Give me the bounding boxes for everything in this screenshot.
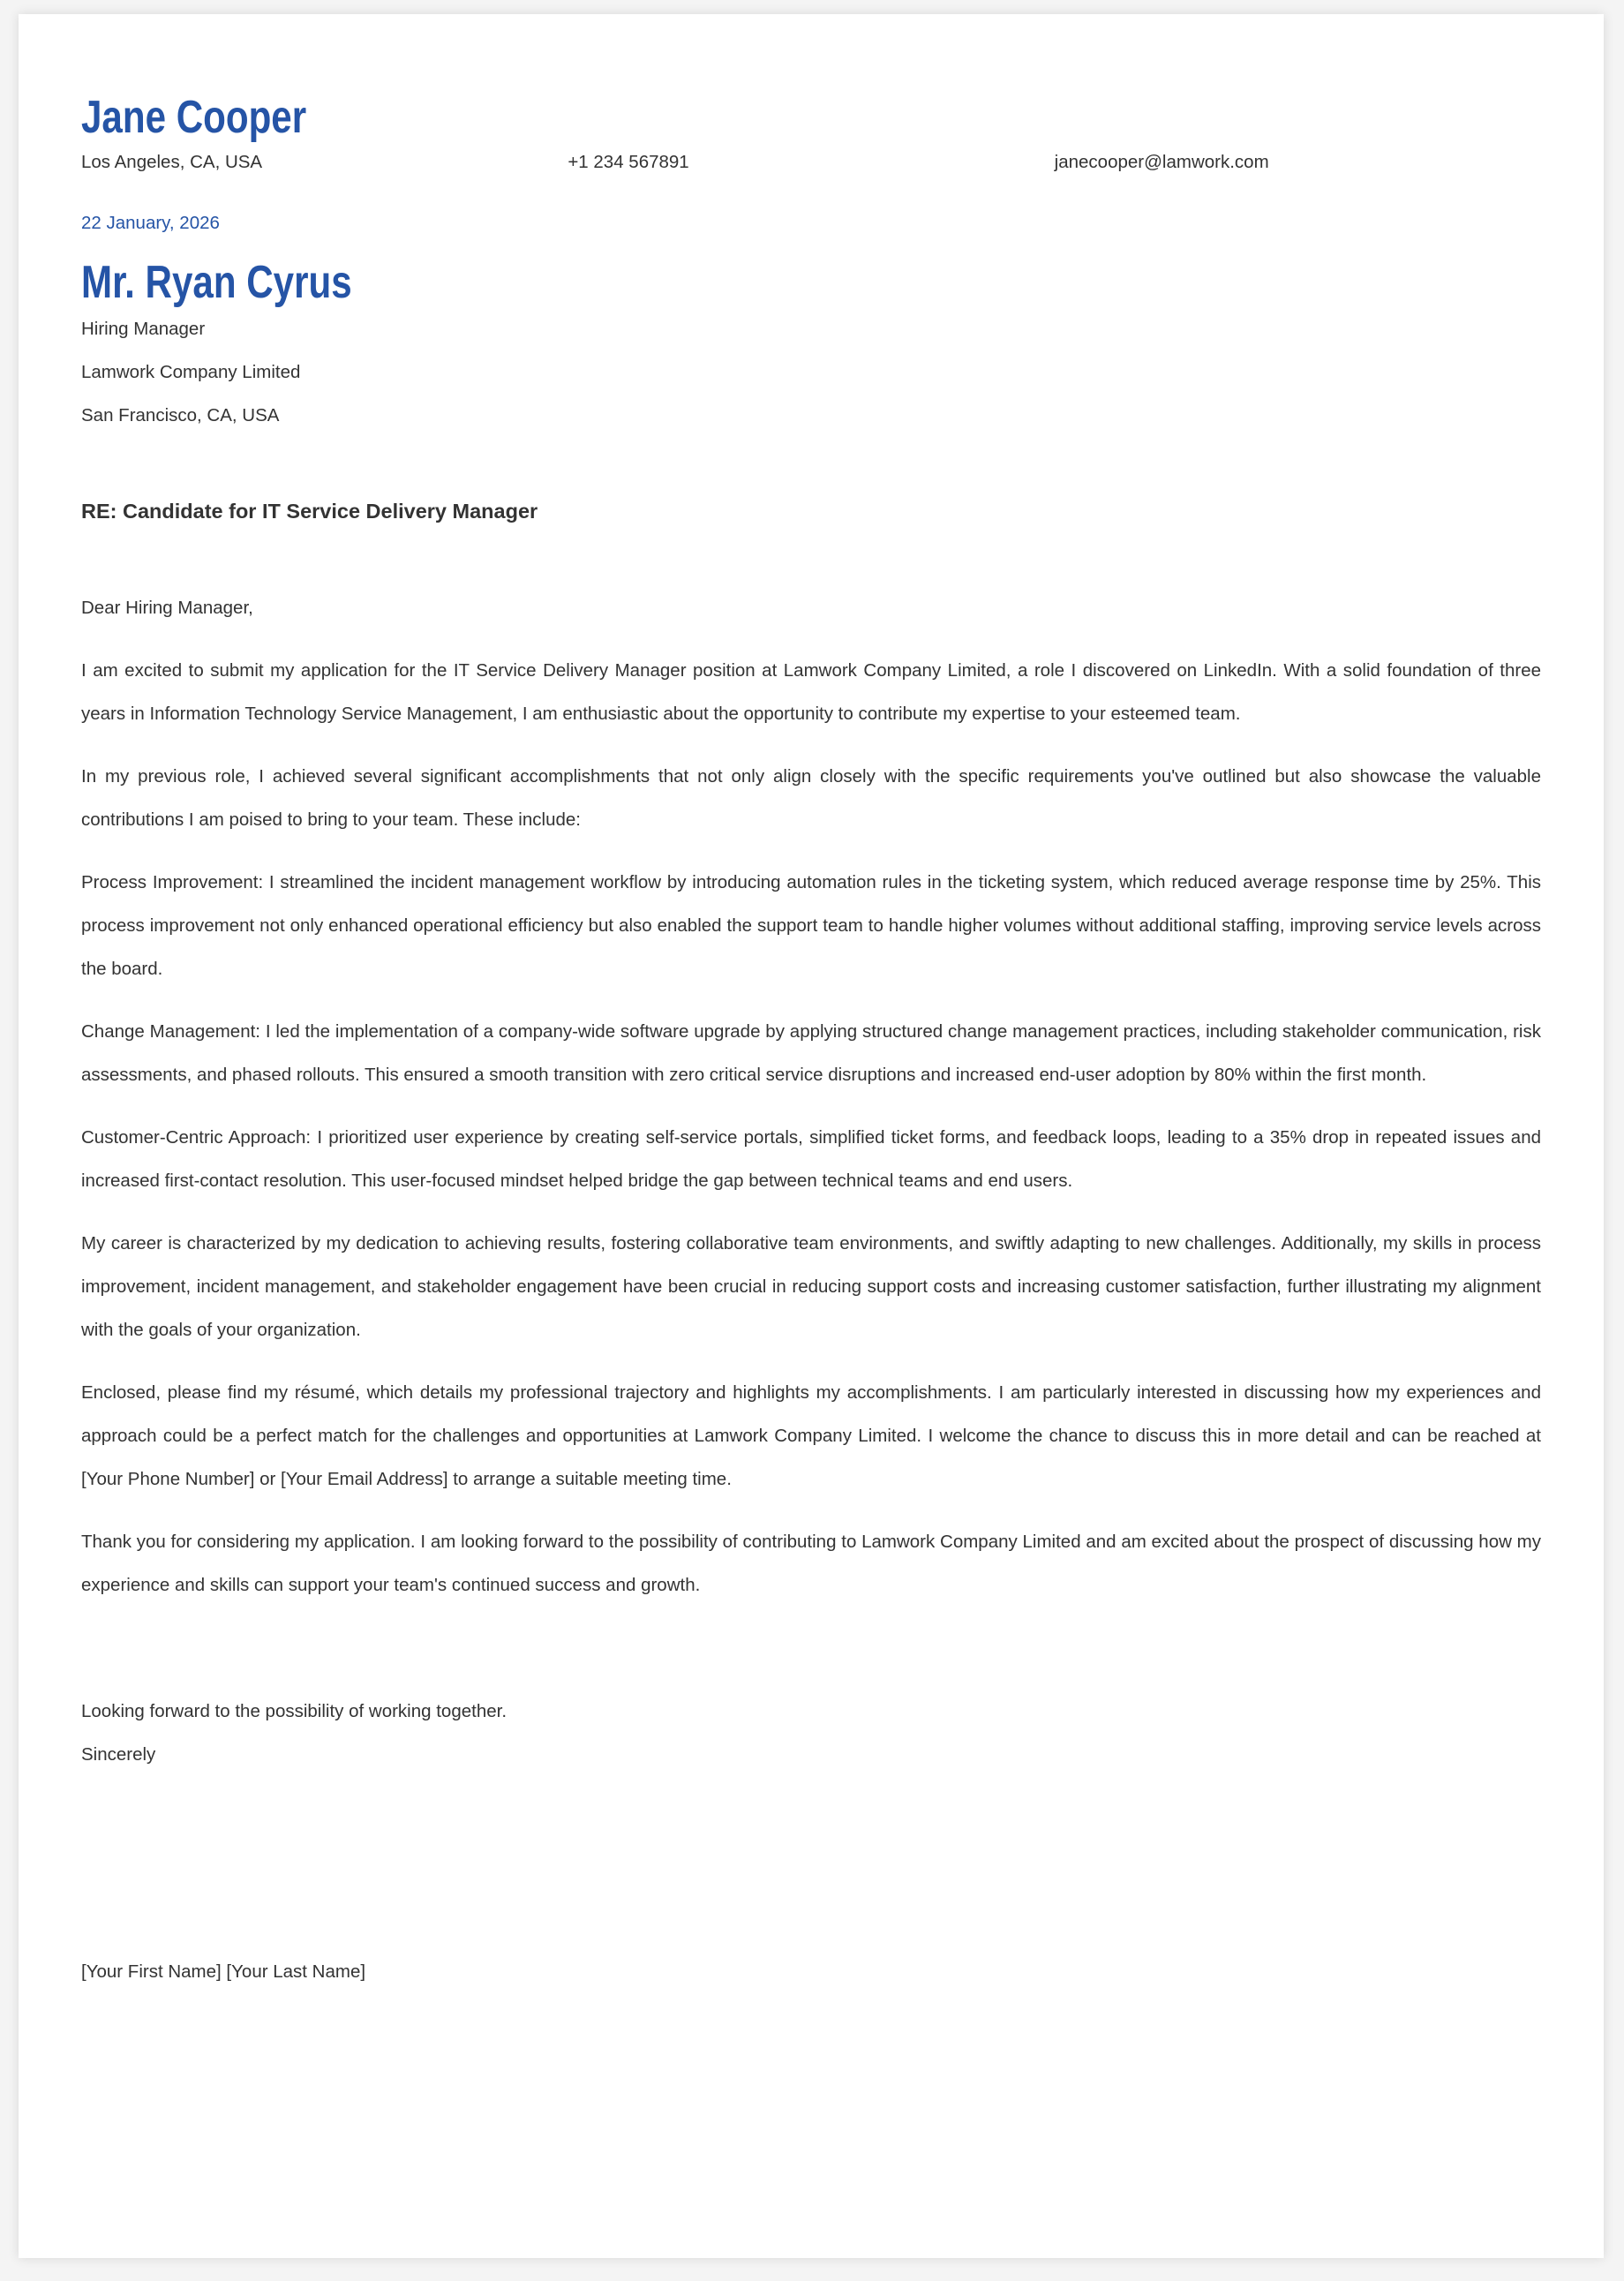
signature-name: [Your First Name] [Your Last Name]	[81, 1961, 366, 1982]
recipient-title: Hiring Manager	[81, 319, 206, 339]
letter-date: 22 January, 2026	[81, 213, 220, 233]
body-paragraph: Process Improvement: I streamlined the incident management workflow by introducing automation rules in the ticketing system, which reduced average response time by 25%. This process improvement not only enhanced operational efficiency but also enabled the support team to handle higher volumes without additional staffing, improving service levels across the board.	[81, 872, 1541, 979]
sender-name	[81, 91, 1541, 144]
recipient-block	[81, 258, 1541, 437]
body-paragraph: Customer-Centric Approach: I prioritized user experience by creating self-service portals, simplified ticket forms, and feedback loops, leading to a 35% drop in repeated issues and increased first-contact resolution. This user-focused mindset helped bridge the gap between technical teams and end users.	[81, 1127, 1541, 1191]
signoff: Sincerely	[81, 1744, 156, 1765]
body-paragraph: Enclosed, please find my résumé, which details my professional trajectory and highlights my accomplishments. I am particularly interested in discussing how my experiences and approach could be a perfect match for the challenges and opportunities at Lamwork Company Limited. I welcome the chance to discuss this in more detail and can be reached at [Your Phone Number] or [Your Email Address] to arrange a suitable meeting time.	[81, 1382, 1541, 1489]
body-paragraph: Change Management: I led the implementation of a company-wide software upgrade by applying structured change management practices, including stakeholder communication, risk assessments, and phased rollouts. This ensured a smooth transition with zero critical service disruptions and increased end-user adoption by 80% within the first month.	[81, 1021, 1541, 1085]
recipient-company: Lamwork Company Limited	[81, 362, 301, 382]
sender-location: Los Angeles, CA, USA	[81, 152, 263, 172]
body-paragraph: I am excited to submit my application for the IT Service Delivery Manager position at Lamwork Company Limited, a role I discovered on LinkedIn. With a solid foundation of three years in Information Technology Service Management, I am enthusiastic about the opportunity to contribute my expertise to your esteemed team.	[81, 660, 1541, 724]
cover-letter-page	[19, 14, 1604, 2258]
recipient-location: San Francisco, CA, USA	[81, 405, 280, 425]
closing-line: Looking forward to the possibility of working together.	[81, 1701, 508, 1721]
body-paragraph: Thank you for considering my application. I am looking forward to the possibility of contributing to Lamwork Company Limited and am excited about the prospect of discussing how my experience and skills can support your team's continued success and growth.	[81, 1532, 1541, 1595]
recipient-name	[81, 258, 1541, 307]
letter-body	[81, 649, 1541, 1607]
subject-line: RE: Candidate for IT Service Delivery Manager	[81, 500, 538, 523]
sender-email: janecooper@lamwork.com	[1054, 152, 1269, 172]
sender-contact-row	[81, 149, 1541, 176]
sender-name-text: Jane Cooper	[81, 92, 307, 143]
body-paragraph: In my previous role, I achieved several significant accomplishments that not only align closely with the specific requirements you've outlined but also showcase the valuable contributions I am poised to bring to your team. These include:	[81, 766, 1541, 830]
salutation: Dear Hiring Manager,	[81, 598, 253, 618]
recipient-name-text: Mr. Ryan Cyrus	[81, 257, 352, 308]
sender-phone: +1 234 567891	[568, 152, 689, 172]
body-paragraph: My career is characterized by my dedication to achieving results, fostering collaborative team environments, and swiftly adapting to new challenges. Additionally, my skills in process improvement, incident management, and stakeholder engagement have been crucial in reducing support costs and increasing customer satisfaction, further illustrating my alignment with the goals of your organization.	[81, 1233, 1541, 1340]
